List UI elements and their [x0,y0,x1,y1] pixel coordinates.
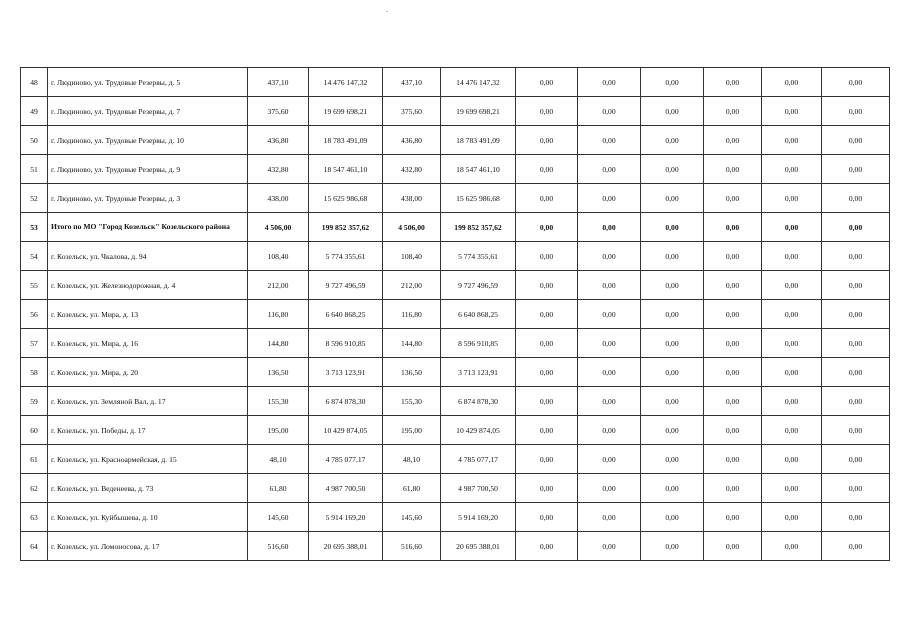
value-cell: 18 783 491,09 [309,126,383,155]
value-cell: 375,60 [248,97,309,126]
row-number: 57 [21,329,48,358]
value-cell: 0,00 [516,329,578,358]
value-cell: 195,00 [383,416,441,445]
value-cell: 3 713 123,91 [441,358,516,387]
address-cell: г. Козельск, ул. Мира, д. 13 [48,300,248,329]
value-cell: 0,00 [578,387,641,416]
value-cell: 199 852 357,62 [441,213,516,242]
value-cell: 0,00 [516,126,578,155]
value-cell: 6 640 868,25 [309,300,383,329]
value-cell: 0,00 [516,445,578,474]
value-cell: 0,00 [704,358,762,387]
address-cell: г. Людиново, ул. Трудовые Резервы, д. 9 [48,155,248,184]
value-cell: 0,00 [641,155,704,184]
address-cell: г. Козельск, ул. Веденеева, д. 73 [48,474,248,503]
value-cell: 438,00 [248,184,309,213]
value-cell: 0,00 [578,445,641,474]
value-cell: 61,80 [383,474,441,503]
value-cell: 6 874 878,30 [441,387,516,416]
value-cell: 0,00 [641,126,704,155]
row-number: 61 [21,445,48,474]
value-cell: 0,00 [516,416,578,445]
value-cell: 0,00 [578,97,641,126]
value-cell: 0,00 [516,97,578,126]
table-row [21,126,890,155]
value-cell: 0,00 [822,387,890,416]
value-cell: 432,80 [383,155,441,184]
value-cell: 0,00 [822,97,890,126]
value-cell: 5 774 355,61 [441,242,516,271]
value-cell: 116,80 [248,300,309,329]
row-number: 51 [21,155,48,184]
value-cell: 3 713 123,91 [309,358,383,387]
address-cell: г. Козельск, ул. Победы, д. 17 [48,416,248,445]
value-cell: 4 506,00 [383,213,441,242]
value-cell: 48,10 [248,445,309,474]
value-cell: 0,00 [641,387,704,416]
value-cell: 0,00 [704,184,762,213]
value-cell: 0,00 [762,126,822,155]
value-cell: 0,00 [762,242,822,271]
value-cell: 0,00 [822,445,890,474]
value-cell: 0,00 [578,184,641,213]
value-cell: 145,60 [383,503,441,532]
value-cell: 0,00 [762,474,822,503]
value-cell: 0,00 [641,329,704,358]
value-cell: 15 625 986,68 [309,184,383,213]
value-cell: 0,00 [822,532,890,561]
value-cell: 0,00 [822,474,890,503]
value-cell: 0,00 [704,474,762,503]
value-cell: 0,00 [516,155,578,184]
value-cell: 0,00 [822,416,890,445]
table-row [21,242,890,271]
value-cell: 0,00 [578,213,641,242]
value-cell: 18 783 491,09 [441,126,516,155]
table-row [21,503,890,532]
value-cell: 436,80 [248,126,309,155]
total-label: Итого по МО "Город Козельск" Козельского района [48,213,248,242]
table-row [21,68,890,97]
value-cell: 0,00 [762,213,822,242]
value-cell: 0,00 [762,387,822,416]
value-cell: 0,00 [762,68,822,97]
value-cell: 0,00 [762,271,822,300]
value-cell: 0,00 [822,503,890,532]
table-row [21,97,890,126]
value-cell: 20 695 388,01 [441,532,516,561]
value-cell: 0,00 [516,271,578,300]
address-cell: г. Козельск, ул. Чкалова, д. 94 [48,242,248,271]
value-cell: 136,50 [383,358,441,387]
row-number: 50 [21,126,48,155]
value-cell: 0,00 [762,532,822,561]
value-cell: 6 640 868,25 [441,300,516,329]
value-cell: 195,00 [248,416,309,445]
value-cell: 0,00 [578,474,641,503]
value-cell: 0,00 [516,242,578,271]
address-cell: г. Козельск, ул. Земляной Вал, д. 17 [48,387,248,416]
value-cell: 0,00 [641,68,704,97]
value-cell: 212,00 [383,271,441,300]
value-cell: 0,00 [641,184,704,213]
value-cell: 212,00 [248,271,309,300]
value-cell: 48,10 [383,445,441,474]
value-cell: 0,00 [704,503,762,532]
value-cell: 0,00 [578,358,641,387]
value-cell: 0,00 [762,445,822,474]
value-cell: 0,00 [578,155,641,184]
value-cell: 0,00 [704,126,762,155]
value-cell: 0,00 [762,155,822,184]
row-number: 48 [21,68,48,97]
value-cell: 155,30 [248,387,309,416]
value-cell: 0,00 [516,68,578,97]
value-cell: 6 874 878,30 [309,387,383,416]
value-cell: 136,50 [248,358,309,387]
value-cell: 0,00 [578,329,641,358]
row-number: 55 [21,271,48,300]
table-row [21,416,890,445]
value-cell: 0,00 [822,271,890,300]
value-cell: 145,60 [248,503,309,532]
value-cell: 0,00 [516,532,578,561]
value-cell: 18 547 461,10 [441,155,516,184]
value-cell: 0,00 [762,97,822,126]
value-cell: 116,80 [383,300,441,329]
value-cell: 0,00 [704,213,762,242]
value-cell: 0,00 [822,184,890,213]
value-cell: 108,40 [248,242,309,271]
address-cell: г. Людиново, ул. Трудовые Резервы, д. 7 [48,97,248,126]
value-cell: 4 987 700,50 [309,474,383,503]
value-cell: 0,00 [641,416,704,445]
row-number: 62 [21,474,48,503]
housing-registry-table [20,67,890,561]
value-cell: 5 774 355,61 [309,242,383,271]
row-number: 56 [21,300,48,329]
value-cell: 5 914 169,20 [309,503,383,532]
value-cell: 0,00 [704,416,762,445]
row-number: 52 [21,184,48,213]
table-row [21,271,890,300]
table-row [21,532,890,561]
table-row [21,387,890,416]
value-cell: 144,80 [248,329,309,358]
value-cell: 9 727 496,59 [309,271,383,300]
value-cell: 14 476 147,32 [309,68,383,97]
value-cell: 10 429 874,05 [441,416,516,445]
address-cell: г. Козельск, ул. Мира, д. 16 [48,329,248,358]
table-row [21,445,890,474]
value-cell: 10 429 874,05 [309,416,383,445]
value-cell: 0,00 [762,416,822,445]
address-cell: г. Людиново, ул. Трудовые Резервы, д. 5 [48,68,248,97]
value-cell: 0,00 [578,271,641,300]
value-cell: 432,80 [248,155,309,184]
value-cell: 0,00 [516,387,578,416]
value-cell: 438,00 [383,184,441,213]
table-row [21,184,890,213]
value-cell: 0,00 [578,300,641,329]
value-cell: 516,60 [248,532,309,561]
row-number: 49 [21,97,48,126]
value-cell: 437,10 [383,68,441,97]
address-cell: г. Козельск, ул. Железнодорожная, д. 4 [48,271,248,300]
value-cell: 0,00 [704,300,762,329]
value-cell: 0,00 [704,242,762,271]
value-cell: 0,00 [762,503,822,532]
value-cell: 0,00 [516,503,578,532]
address-cell: г. Людиново, ул. Трудовые Резервы, д. 3 [48,184,248,213]
value-cell: 4 987 700,50 [441,474,516,503]
value-cell: 20 695 388,01 [309,532,383,561]
value-cell: 0,00 [822,126,890,155]
address-cell: г. Козельск, ул. Мира, д. 20 [48,358,248,387]
value-cell: 0,00 [822,300,890,329]
value-cell: 0,00 [578,126,641,155]
address-cell: г. Людиново, ул. Трудовые Резервы, д. 10 [48,126,248,155]
value-cell: 108,40 [383,242,441,271]
value-cell: 0,00 [704,445,762,474]
value-cell: 9 727 496,59 [441,271,516,300]
table-row [21,358,890,387]
value-cell: 4 506,00 [248,213,309,242]
scan-artifact [386,11,388,12]
value-cell: 0,00 [704,155,762,184]
value-cell: 0,00 [516,300,578,329]
row-number: 60 [21,416,48,445]
value-cell: 0,00 [516,474,578,503]
value-cell: 4 785 077,17 [441,445,516,474]
value-cell: 0,00 [641,213,704,242]
table-row [21,329,890,358]
value-cell: 18 547 461,10 [309,155,383,184]
row-number: 64 [21,532,48,561]
value-cell: 0,00 [641,97,704,126]
table-total-row [21,213,890,242]
value-cell: 0,00 [641,271,704,300]
value-cell: 0,00 [822,242,890,271]
value-cell: 5 914 169,20 [441,503,516,532]
row-number: 54 [21,242,48,271]
value-cell: 144,80 [383,329,441,358]
value-cell: 0,00 [704,387,762,416]
row-number: 63 [21,503,48,532]
table-row [21,300,890,329]
row-number: 58 [21,358,48,387]
value-cell: 8 596 910,85 [441,329,516,358]
address-cell: г. Козельск, ул. Красноармейская, д. 15 [48,445,248,474]
value-cell: 15 625 986,68 [441,184,516,213]
value-cell: 0,00 [641,503,704,532]
value-cell: 0,00 [762,329,822,358]
value-cell: 0,00 [822,358,890,387]
value-cell: 0,00 [762,300,822,329]
value-cell: 8 596 910,85 [309,329,383,358]
value-cell: 0,00 [578,68,641,97]
value-cell: 0,00 [578,242,641,271]
value-cell: 199 852 357,62 [309,213,383,242]
value-cell: 14 476 147,32 [441,68,516,97]
value-cell: 437,10 [248,68,309,97]
value-cell: 0,00 [516,184,578,213]
address-cell: г. Козельск, ул. Куйбышева, д. 10 [48,503,248,532]
value-cell: 0,00 [704,68,762,97]
value-cell: 0,00 [762,184,822,213]
value-cell: 0,00 [822,329,890,358]
value-cell: 0,00 [641,474,704,503]
value-cell: 0,00 [641,300,704,329]
value-cell: 0,00 [641,242,704,271]
value-cell: 436,80 [383,126,441,155]
address-cell: г. Козельск, ул. Ломоносова, д. 17 [48,532,248,561]
value-cell: 0,00 [822,213,890,242]
value-cell: 0,00 [704,271,762,300]
row-number: 53 [21,213,48,242]
value-cell: 4 785 077,17 [309,445,383,474]
value-cell: 61,80 [248,474,309,503]
table-row [21,474,890,503]
value-cell: 19 699 698,21 [309,97,383,126]
value-cell: 0,00 [578,532,641,561]
value-cell: 0,00 [641,532,704,561]
value-cell: 375,60 [383,97,441,126]
value-cell: 0,00 [641,445,704,474]
value-cell: 0,00 [578,503,641,532]
value-cell: 0,00 [578,416,641,445]
row-number: 59 [21,387,48,416]
value-cell: 0,00 [704,329,762,358]
value-cell: 0,00 [704,97,762,126]
value-cell: 516,60 [383,532,441,561]
value-cell: 155,30 [383,387,441,416]
value-cell: 0,00 [762,358,822,387]
value-cell: 0,00 [822,68,890,97]
value-cell: 0,00 [641,358,704,387]
value-cell: 0,00 [822,155,890,184]
value-cell: 0,00 [516,358,578,387]
table-row [21,155,890,184]
value-cell: 19 699 698,21 [441,97,516,126]
value-cell: 0,00 [516,213,578,242]
value-cell: 0,00 [704,532,762,561]
